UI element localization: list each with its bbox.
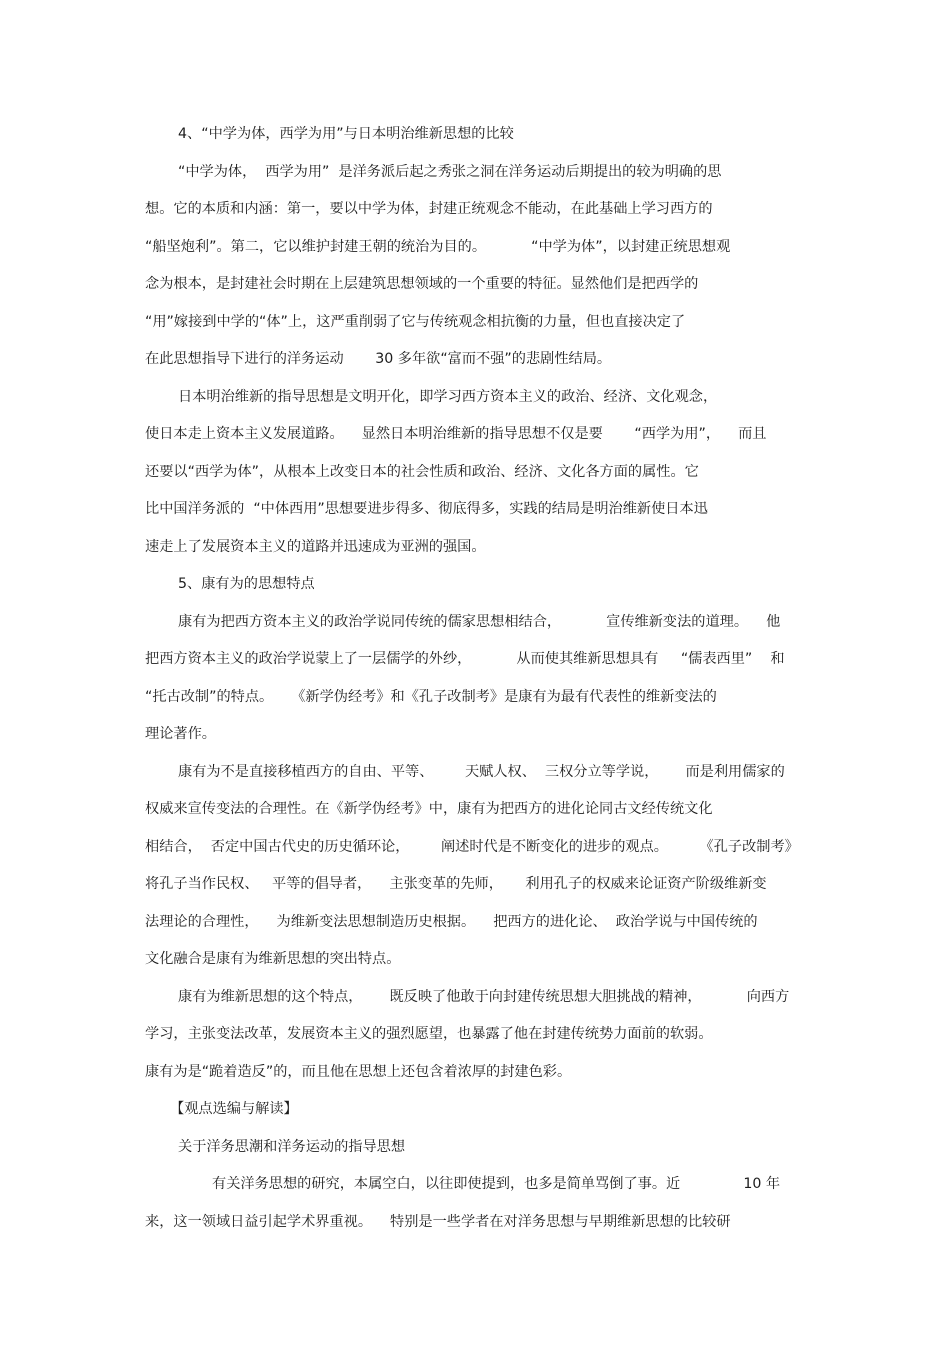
paragraph-line: 法理论的合理性， 为维新变法思想制造历史根据。 把西方的进化论、 政治学说与中国传统的 [145,914,758,930]
section-heading-5: 5、康有为的思想特点 [178,576,315,592]
section-heading-4: 4、“中学为体，西学为用”与日本明治维新思想的比较 [178,126,514,142]
paragraph-line: 康有为不是直接移植西方的自由、平等、 天赋人权、 三权分立等学说， 而是利用儒家的 [178,764,785,780]
paragraph-line: “用”嫁接到中学的“体”上，这严重削弱了它与传统观念相抗衡的力量，但也直接决定了 [145,314,686,330]
paragraph-line: 康有为把西方资本主义的政治学说同传统的儒家思想相结合， 宣传维新变法的道理。 他 [178,614,781,630]
paragraph-line: 将孔子当作民权、 平等的倡导者， 主张变革的先师， 利用孔子的权威来论证资产阶级维新变 [145,876,767,892]
paragraph-line: 速走上了发展资本主义的道路并迅速成为亚洲的强国。 [145,539,486,555]
paragraph-line: 还要以“西学为体”，从根本上改变日本的社会性质和政治、经济、文化各方面的属性。它 [145,464,699,480]
paragraph-line: 有关洋务思想的研究，本属空白，以往即使提到，也多是简单骂倒了事。近 10 年 [212,1176,781,1192]
subsection-heading: 关于洋务思潮和洋务运动的指导思想 [178,1139,406,1155]
paragraph-line: 文化融合是康有为维新思想的突出特点。 [145,951,401,967]
paragraph-line: 把西方资本主义的政治学说蒙上了一层儒学的外纱， 从而使其维新思想具有 “儒表西里” 和 [145,651,785,667]
paragraph-line: 理论著作。 [145,726,216,742]
paragraph-line: 康有为维新思想的这个特点， 既反映了他敢于向封建传统思想大胆挑战的精神， 向西方 [178,989,790,1005]
section-heading-viewpoints: 【观点选编与解读】 [170,1101,298,1117]
paragraph-line: 权威来宣传变法的合理性。在《新学伪经考》中，康有为把西方的进化论同古文经传统文化 [145,801,713,817]
paragraph-line: 日本明治维新的指导思想是文明开化，即学习西方资本主义的政治、经济、文化观念， [178,389,718,405]
paragraph-line: 在此思想指导下进行的洋务运动 30 多年欲“富而不强”的悲剧性结局。 [145,351,612,367]
paragraph-line: 使日本走上资本主义发展道路。 显然日本明治维新的指导思想不仅是要 “西学为用”， 而且 [145,426,767,442]
paragraph-line: 念为根本，是封建社会时期在上层建筑思想领域的一个重要的特征。显然他们是把西学的 [145,276,699,292]
paragraph-line: 想。它的本质和内涵：第一，要以中学为体，封建正统观念不能动，在此基础上学习西方的 [145,201,713,217]
paragraph-line: “中学为体， 西学为用” 是洋务派后起之秀张之洞在洋务运动后期提出的较为明确的思 [178,164,722,180]
paragraph-line: “托古改制”的特点。 《新学伪经考》和《孔子改制考》是康有为最有代表性的维新变法的 [145,689,717,705]
paragraph-line: 相结合， 否定中国古代史的历史循环论， 阐述时代是不断变化的进步的观点。 《孔子改制考》 [145,839,799,855]
paragraph-line: 康有为是“跪着造反”的，而且他在思想上还包含着浓厚的封建色彩。 [145,1064,572,1080]
paragraph-line: 来，这一领域日益引起学术界重视。 特别是一些学者在对洋务思想与早期维新思想的比较研 [145,1214,731,1230]
paragraph-line: 学习，主张变法改革，发展资本主义的强烈愿望，也暴露了他在封建传统势力面前的软弱。 [145,1026,713,1042]
paragraph-line: 比中国洋务派的 “中体西用”思想要进步得多、彻底得多，实践的结局是明治维新使日本迅 [145,501,708,517]
paragraph-line: “船坚炮利”。第二，它以维护封建王朝的统治为目的。 “中学为体”，以封建正统思想观 [145,239,731,255]
